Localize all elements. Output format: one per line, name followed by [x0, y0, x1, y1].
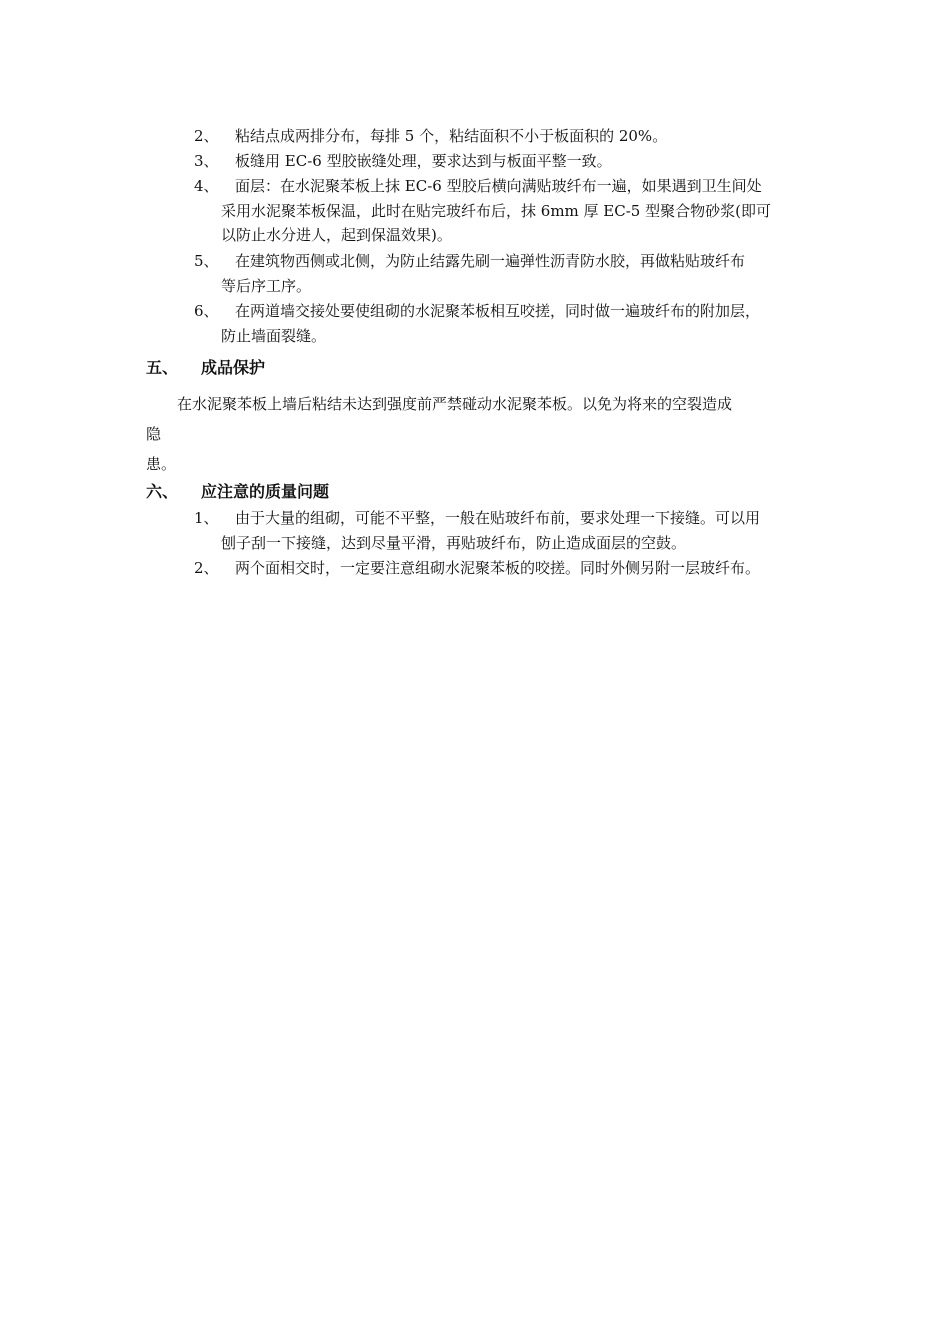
list-item-text: 采用水泥聚苯板保温，此时在贴完玻纤布后，抹 6mm 厚 EC-5 型聚合物砂浆(即可 — [221, 201, 771, 220]
section-heading — [146, 480, 329, 504]
list-item — [194, 556, 824, 581]
list-item — [194, 299, 824, 348]
list-item-number: 5、 — [194, 252, 219, 270]
list-item-text: 在两道墙交接处要使组砌的水泥聚苯板相互咬搓，同时做一遍玻纤布的附加层， — [235, 302, 761, 320]
list-item-text: 粘结点成两排分布，每排 5 个，粘结面积不小于板面积的 20%。 — [235, 127, 668, 145]
paragraph-line: 在水泥聚苯板上墙后粘结未达到强度前严禁碰动水泥聚苯板。以免为将来的空裂造成 — [177, 395, 733, 413]
list-item-number: 4、 — [194, 177, 219, 195]
list-item-text: 以防止水分进人，起到保温效果)。 — [221, 226, 452, 244]
list-item — [194, 174, 824, 248]
list-item-number: 2、 — [194, 127, 219, 145]
section-title: 成品保护 — [201, 358, 266, 377]
list-item-text: 由于大量的组砌，可能不平整，一般在贴玻纤布前，要求处理一下接缝。可以用 — [235, 509, 761, 527]
list-item — [194, 506, 824, 555]
list-item-number: 3、 — [194, 152, 219, 170]
list-item-text: 等后序工序。 — [221, 276, 312, 295]
list-item-text: 板缝用 EC-6 型胶嵌缝处理，要求达到与板面平整一致。 — [235, 152, 612, 170]
list-item-number: 6、 — [194, 302, 219, 320]
paragraph-line: 患。 — [146, 455, 177, 473]
list-item-text: 面层：在水泥聚苯板上抹 EC-6 型胶后横向满贴玻纤布一遍，如果遇到卫生间处 — [235, 177, 762, 195]
paragraph — [146, 389, 816, 479]
section-heading — [146, 356, 265, 380]
list-item — [194, 249, 824, 298]
list-item-number: 2、 — [194, 559, 219, 577]
section-number: 五、 — [146, 358, 179, 377]
list-item-text: 两个面相交时，一定要注意组砌水泥聚苯板的咬搓。同时外侧另附一层玻纤布。 — [235, 559, 761, 577]
list-item-text: 在建筑物西侧或北侧，为防止结露先刷一遍弹性沥青防水胶，再做粘贴玻纤布 — [235, 252, 746, 270]
list-item — [194, 124, 824, 149]
section-number: 六、 — [146, 482, 179, 501]
list-item-text: 刨子刮一下接缝，达到尽量平滑，再贴玻纤布，防止造成面层的空鼓。 — [221, 533, 687, 552]
section-title: 应注意的质量问题 — [201, 482, 330, 501]
paragraph-line: 隐 — [146, 425, 162, 443]
list-item — [194, 149, 824, 174]
list-item-text: 防止墙面裂缝。 — [221, 326, 327, 345]
list-item-number: 1、 — [194, 509, 219, 527]
